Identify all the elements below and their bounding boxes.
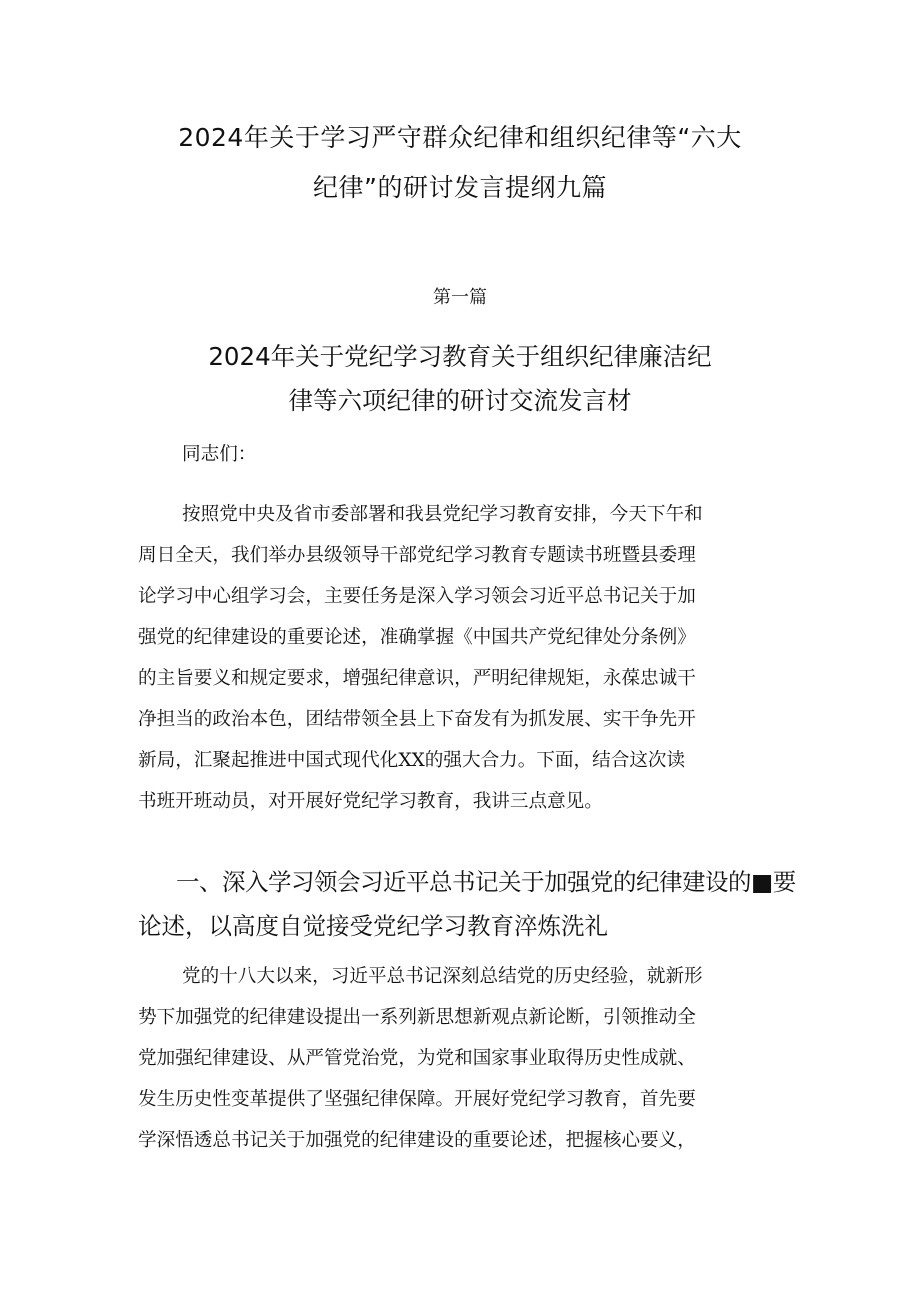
subtitle-line-2: 律等六项纪律的研讨交流发言材 xyxy=(288,386,632,415)
heading-1-line-1: 一、深入学习领会习近平总书记关于加强党的纪律建设的■要 xyxy=(176,868,796,896)
section-label: 第一篇 xyxy=(433,287,487,308)
paragraph-2-line: 学深悟透总书记关于加强党的纪律建设的重要论述，把握核心要义， xyxy=(138,1130,696,1151)
paragraph-1-line: 论学习中心组学习会，主要任务是深入学习领会习近平总书记关于加 xyxy=(138,586,696,607)
paragraph-2-line: 发生历史性变革提供了坚强纪律保障。开展好党纪学习教育，首先要 xyxy=(138,1089,696,1110)
paragraph-2-line: 党加强纪律建设、从严管党治党，为党和国家事业取得历史性成就、 xyxy=(138,1048,696,1069)
heading-1-line-2: 论述，以高度自觉接受党纪学习教育淬炼洗礼 xyxy=(138,912,608,940)
paragraph-1-line: 净担当的政治本色，团结带领全县上下奋发有为抓发展、实干争先开 xyxy=(138,709,696,730)
salutation: 同志们： xyxy=(182,444,257,465)
paragraph-1-line: 按照党中央及省市委部署和我县党纪学习教育安排，今天下午和 xyxy=(182,504,703,525)
document-title-line-1: 2024年关于学习严守群众纪律和组织纪律等“六大 xyxy=(178,123,742,152)
paragraph-1-line: 新局，汇聚起推进中国式现代化XX的强大合力。下面，结合这次读 xyxy=(138,750,686,771)
paragraph-1-line: 书班开班动员，对开展好党纪学习教育，我讲三点意见。 xyxy=(138,791,603,812)
paragraph-1-line: 周日全天，我们举办县级领导干部党纪学习教育专题读书班暨县委理 xyxy=(138,545,696,566)
subtitle-line-1: 2024年关于党纪学习教育关于组织纪律廉洁纪 xyxy=(208,342,712,371)
paragraph-2-line: 势下加强党的纪律建设提出一系列新思想新观点新论断，引领推动全 xyxy=(138,1007,696,1028)
paragraph-1-line: 的主旨要义和规定要求，增强纪律意识，严明纪律规矩，永葆忠诚干 xyxy=(138,668,696,689)
document-title-line-2: 纪律”的研讨发言提纲九篇 xyxy=(313,173,607,202)
paragraph-2-line: 党的十八大以来，习近平总书记深刻总结党的历史经验，就新形 xyxy=(182,966,703,987)
paragraph-1-line: 强党的纪律建设的重要论述，准确掌握《中国共产党纪律处分条例》 xyxy=(138,627,696,648)
